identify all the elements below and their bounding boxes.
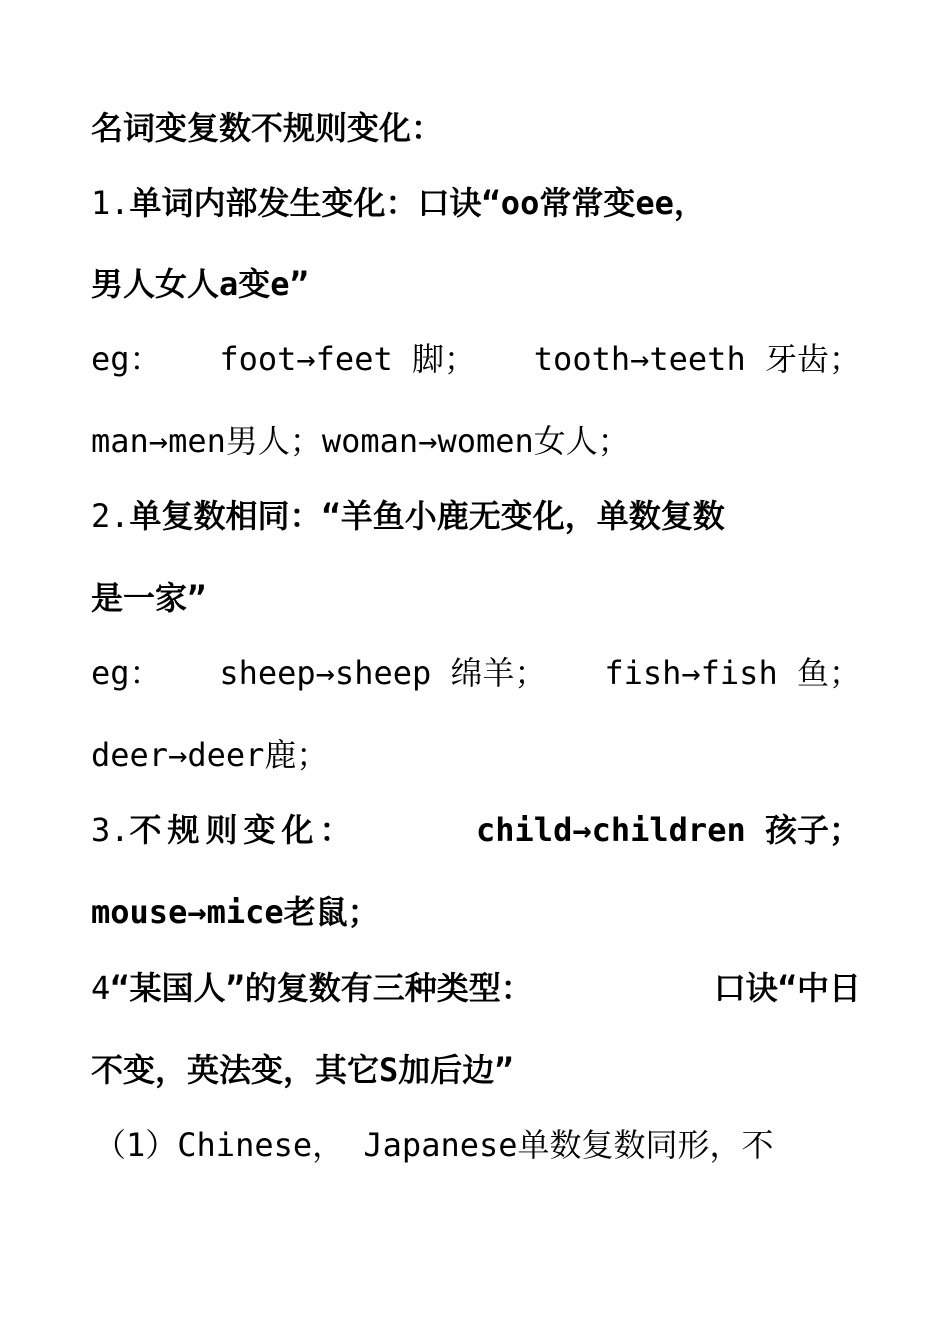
section-3-heading [91, 810, 861, 850]
doc-title: 名词变复数不规则变化： [91, 109, 444, 147]
section-4-heading-cont: 不变，英法变，其它S加后边” [91, 1051, 514, 1089]
section-1-heading-text: 单词内部发生变化：口诀“oo常常变ee， [129, 184, 706, 222]
section-1-heading [91, 183, 861, 223]
example-label: eg： [91, 654, 162, 692]
section-4-heading [91, 968, 861, 1008]
section-4-heading-text: “某国人”的复数有三种类型： [110, 969, 533, 1007]
section-3-label: 不规则变化： [129, 811, 358, 849]
section-2-example-cont: deer→deer鹿； [91, 736, 329, 774]
subsection-1: （1）Chinese， Japanese单数复数同形，不 [94, 1126, 774, 1164]
section-1-example [91, 339, 861, 379]
section-2-number: 2. [91, 497, 130, 535]
example-tooth: tooth→teeth 牙齿； [533, 340, 861, 378]
section-2-heading-cont: 是一家” [91, 579, 207, 617]
example-foot: foot→feet 脚； [219, 340, 476, 378]
example-sheep: sheep→sheep 绵羊； [219, 654, 547, 692]
example-label: eg： [91, 340, 162, 378]
section-3-example: child→children 孩子； [476, 811, 861, 849]
section-1-example-cont: man→men男人；woman→women女人； [91, 422, 630, 460]
section-2-heading [91, 496, 861, 536]
example-fish: fish→fish 鱼； [604, 654, 861, 692]
section-2-example [91, 653, 861, 693]
section-4-mnemonic: 口诀“中日 [713, 969, 861, 1007]
section-2-heading-text: 单复数相同：“羊鱼小鹿无变化，单数复数 [129, 497, 725, 535]
section-1-number: 1. [91, 184, 130, 222]
section-3-number: 3. [91, 811, 130, 849]
section-3-example-cont: mouse→mice老鼠； [91, 893, 380, 931]
section-1-heading-cont: 男人女人a变e” [91, 265, 309, 303]
section-4-number: 4 [91, 969, 111, 1007]
